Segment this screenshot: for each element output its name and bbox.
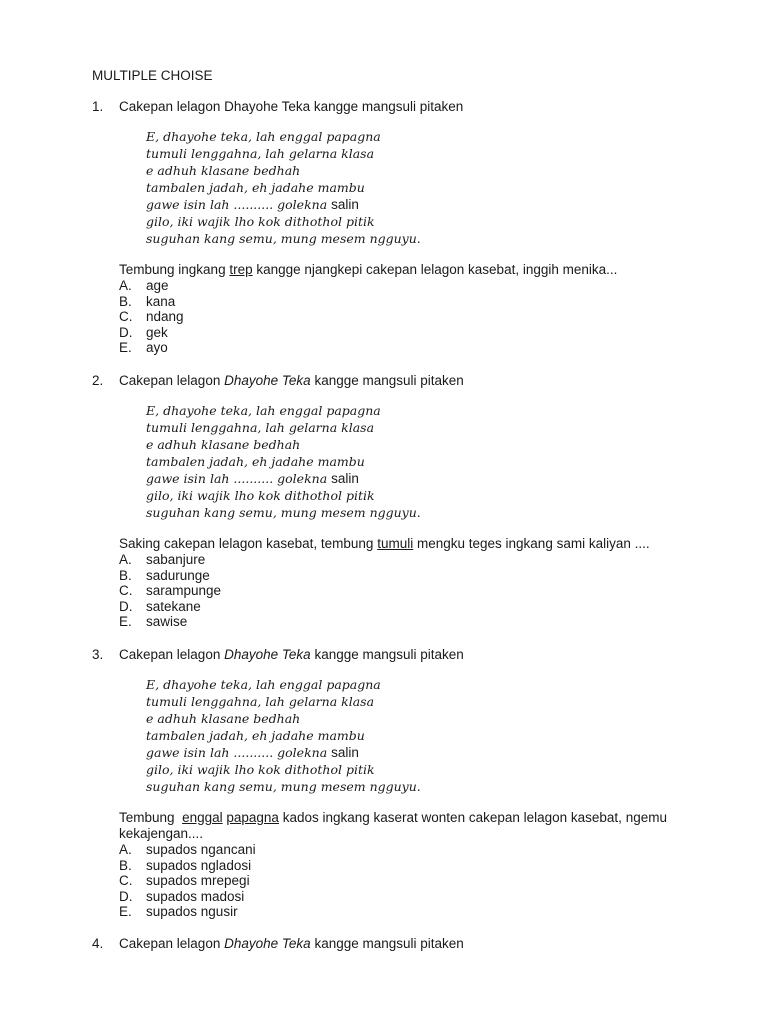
lyric-line: tambalen jadah, eh jadahe mambu [146,728,365,743]
lyric-text: gawe isin lah .......... golekna [146,471,328,486]
option-letter: B. [119,293,132,309]
option-text: supados madosi [146,888,245,904]
option-text: sarampunge [146,583,222,598]
song-title: Dhayohe Teka [224,647,311,662]
title-text: kangge mangsuli pitaken [314,647,464,662]
lyric-line: E, dhayohe teka, lah enggal papagna [146,677,381,692]
question-number: 2. [92,373,104,388]
lyric-line: tambalen jadah, eh jadahe mambu [146,180,365,195]
option-e[interactable] [119,904,712,920]
lyric-text: gawe isin lah .......... golekna [146,745,328,760]
song-lyrics [146,402,712,521]
lyric-line: e adhuh klasane bedhah [146,711,301,726]
option-a[interactable] [119,552,712,568]
option-c[interactable] [119,873,712,889]
option-letter: D. [119,598,133,614]
title-text: Cakepan lelagon [119,936,221,951]
option-c[interactable] [119,583,712,599]
answer-options [119,552,712,630]
option-b[interactable] [119,858,712,874]
lyric-line: suguhan kang semu, mung mesem ngguyu. [146,505,421,520]
song-lyrics [146,128,712,247]
option-text: supados mrepegi [146,873,250,888]
question-title [119,372,464,390]
option-c[interactable] [119,309,712,325]
title-text: Cakepan lelagon [119,373,221,388]
question-4 [92,935,712,953]
lyric-line: suguhan kang semu, mung mesem ngguyu. [146,231,421,246]
lyric-line: E, dhayohe teka, lah enggal papagna [146,129,381,144]
answer-options [119,842,712,920]
song-lyrics [146,676,712,795]
lyric-line: tambalen jadah, eh jadahe mambu [146,454,365,469]
lyric-text: gawe isin lah .......... golekna [146,197,328,212]
underlined-word: enggal [182,810,223,825]
question-title: Cakepan lelagon Dhayohe Teka kangge mangsuli pitaken [119,99,464,114]
option-a[interactable] [119,842,712,858]
option-letter: D. [119,888,133,904]
lyric-line: tumuli lenggahna, lah gelarna klasa [146,146,375,161]
stem-text: Saking cakepan lelagon kasebat, tembung [119,536,374,551]
option-letter: C. [119,873,133,888]
option-text: sawise [146,614,188,629]
option-text: kana [146,293,176,309]
option-letter: A. [119,552,132,567]
question-stem [119,536,679,552]
stem-text: Tembung [119,810,175,825]
option-text: sadurunge [146,567,210,583]
option-text: sabanjure [146,552,206,567]
question-number: 4. [92,936,104,951]
option-text: supados ngancani [146,842,256,857]
stem-text: kados ingkang kaserat wonten cakepan lelagon kasebat, ngemu kekajengan.... [119,810,667,841]
lyric-line: E, dhayohe teka, lah enggal papagna [146,403,381,418]
lyric-word-salin: salin [331,745,359,760]
option-b[interactable] [119,568,712,584]
page-title: MULTIPLE CHOISE [92,68,213,83]
option-text: satekane [146,598,201,614]
question-number: 3. [92,647,104,662]
option-letter: A. [119,278,132,293]
option-letter: A. [119,842,132,857]
lyric-line: suguhan kang semu, mung mesem ngguyu. [146,779,421,794]
option-text: ndang [146,309,184,324]
lyric-line: gilo, iki wajik lho kok dithothol pitik [146,762,375,777]
lyric-line: gilo, iki wajik lho kok dithothol pitik [146,214,375,229]
lyric-line: tumuli lenggahna, lah gelarna klasa [146,694,375,709]
question-title [119,935,464,953]
option-d[interactable] [119,889,712,905]
lyric-line: e adhuh klasane bedhah [146,163,301,178]
option-d[interactable] [119,325,712,341]
question-3 [92,646,712,920]
option-letter: D. [119,324,133,340]
option-d[interactable] [119,599,712,615]
lyric-line: e adhuh klasane bedhah [146,437,301,452]
option-text: age [146,278,169,293]
option-a[interactable] [119,278,712,294]
lyric-line: tumuli lenggahna, lah gelarna klasa [146,420,375,435]
option-letter: E. [119,614,132,629]
lyric-line [146,196,712,213]
option-letter: C. [119,309,133,324]
option-letter: E. [119,904,132,919]
song-title: Dhayohe Teka [224,936,311,951]
answer-options [119,278,712,356]
question-stem [119,810,679,842]
lyric-line [146,744,712,761]
option-text: supados ngusir [146,904,238,919]
option-e[interactable] [119,614,712,630]
option-text: ayo [146,340,168,355]
option-text: supados ngladosi [146,857,252,873]
stem-text: Tembung ingkang [119,262,226,277]
option-letter: E. [119,340,132,355]
question-2 [92,372,712,630]
lyric-word-salin: salin [331,471,359,486]
option-b[interactable] [119,294,712,310]
lyric-word-salin: salin [331,197,359,212]
question-stem [119,262,679,278]
underlined-word: tumuli [377,536,414,551]
title-text: kangge mangsuli pitaken [314,936,464,951]
stem-text: kangge njangkepi cakepan lelagon kasebat, inggih menika... [256,262,618,277]
stem-text: mengku teges ingkang sami kaliyan .... [416,536,650,551]
title-text: Cakepan lelagon [119,647,221,662]
option-letter: B. [119,857,132,873]
option-letter: C. [119,583,133,598]
question-title [119,646,464,664]
underlined-word: trep [229,262,253,277]
option-letter: B. [119,567,132,583]
question-1 [92,98,712,356]
underlined-word: papagna [226,810,279,825]
option-text: gek [146,324,168,340]
question-number: 1. [92,99,104,114]
option-e[interactable] [119,340,712,356]
lyric-line [146,470,712,487]
lyric-line: gilo, iki wajik lho kok dithothol pitik [146,488,375,503]
song-title: Dhayohe Teka [224,373,311,388]
title-text: kangge mangsuli pitaken [314,373,464,388]
